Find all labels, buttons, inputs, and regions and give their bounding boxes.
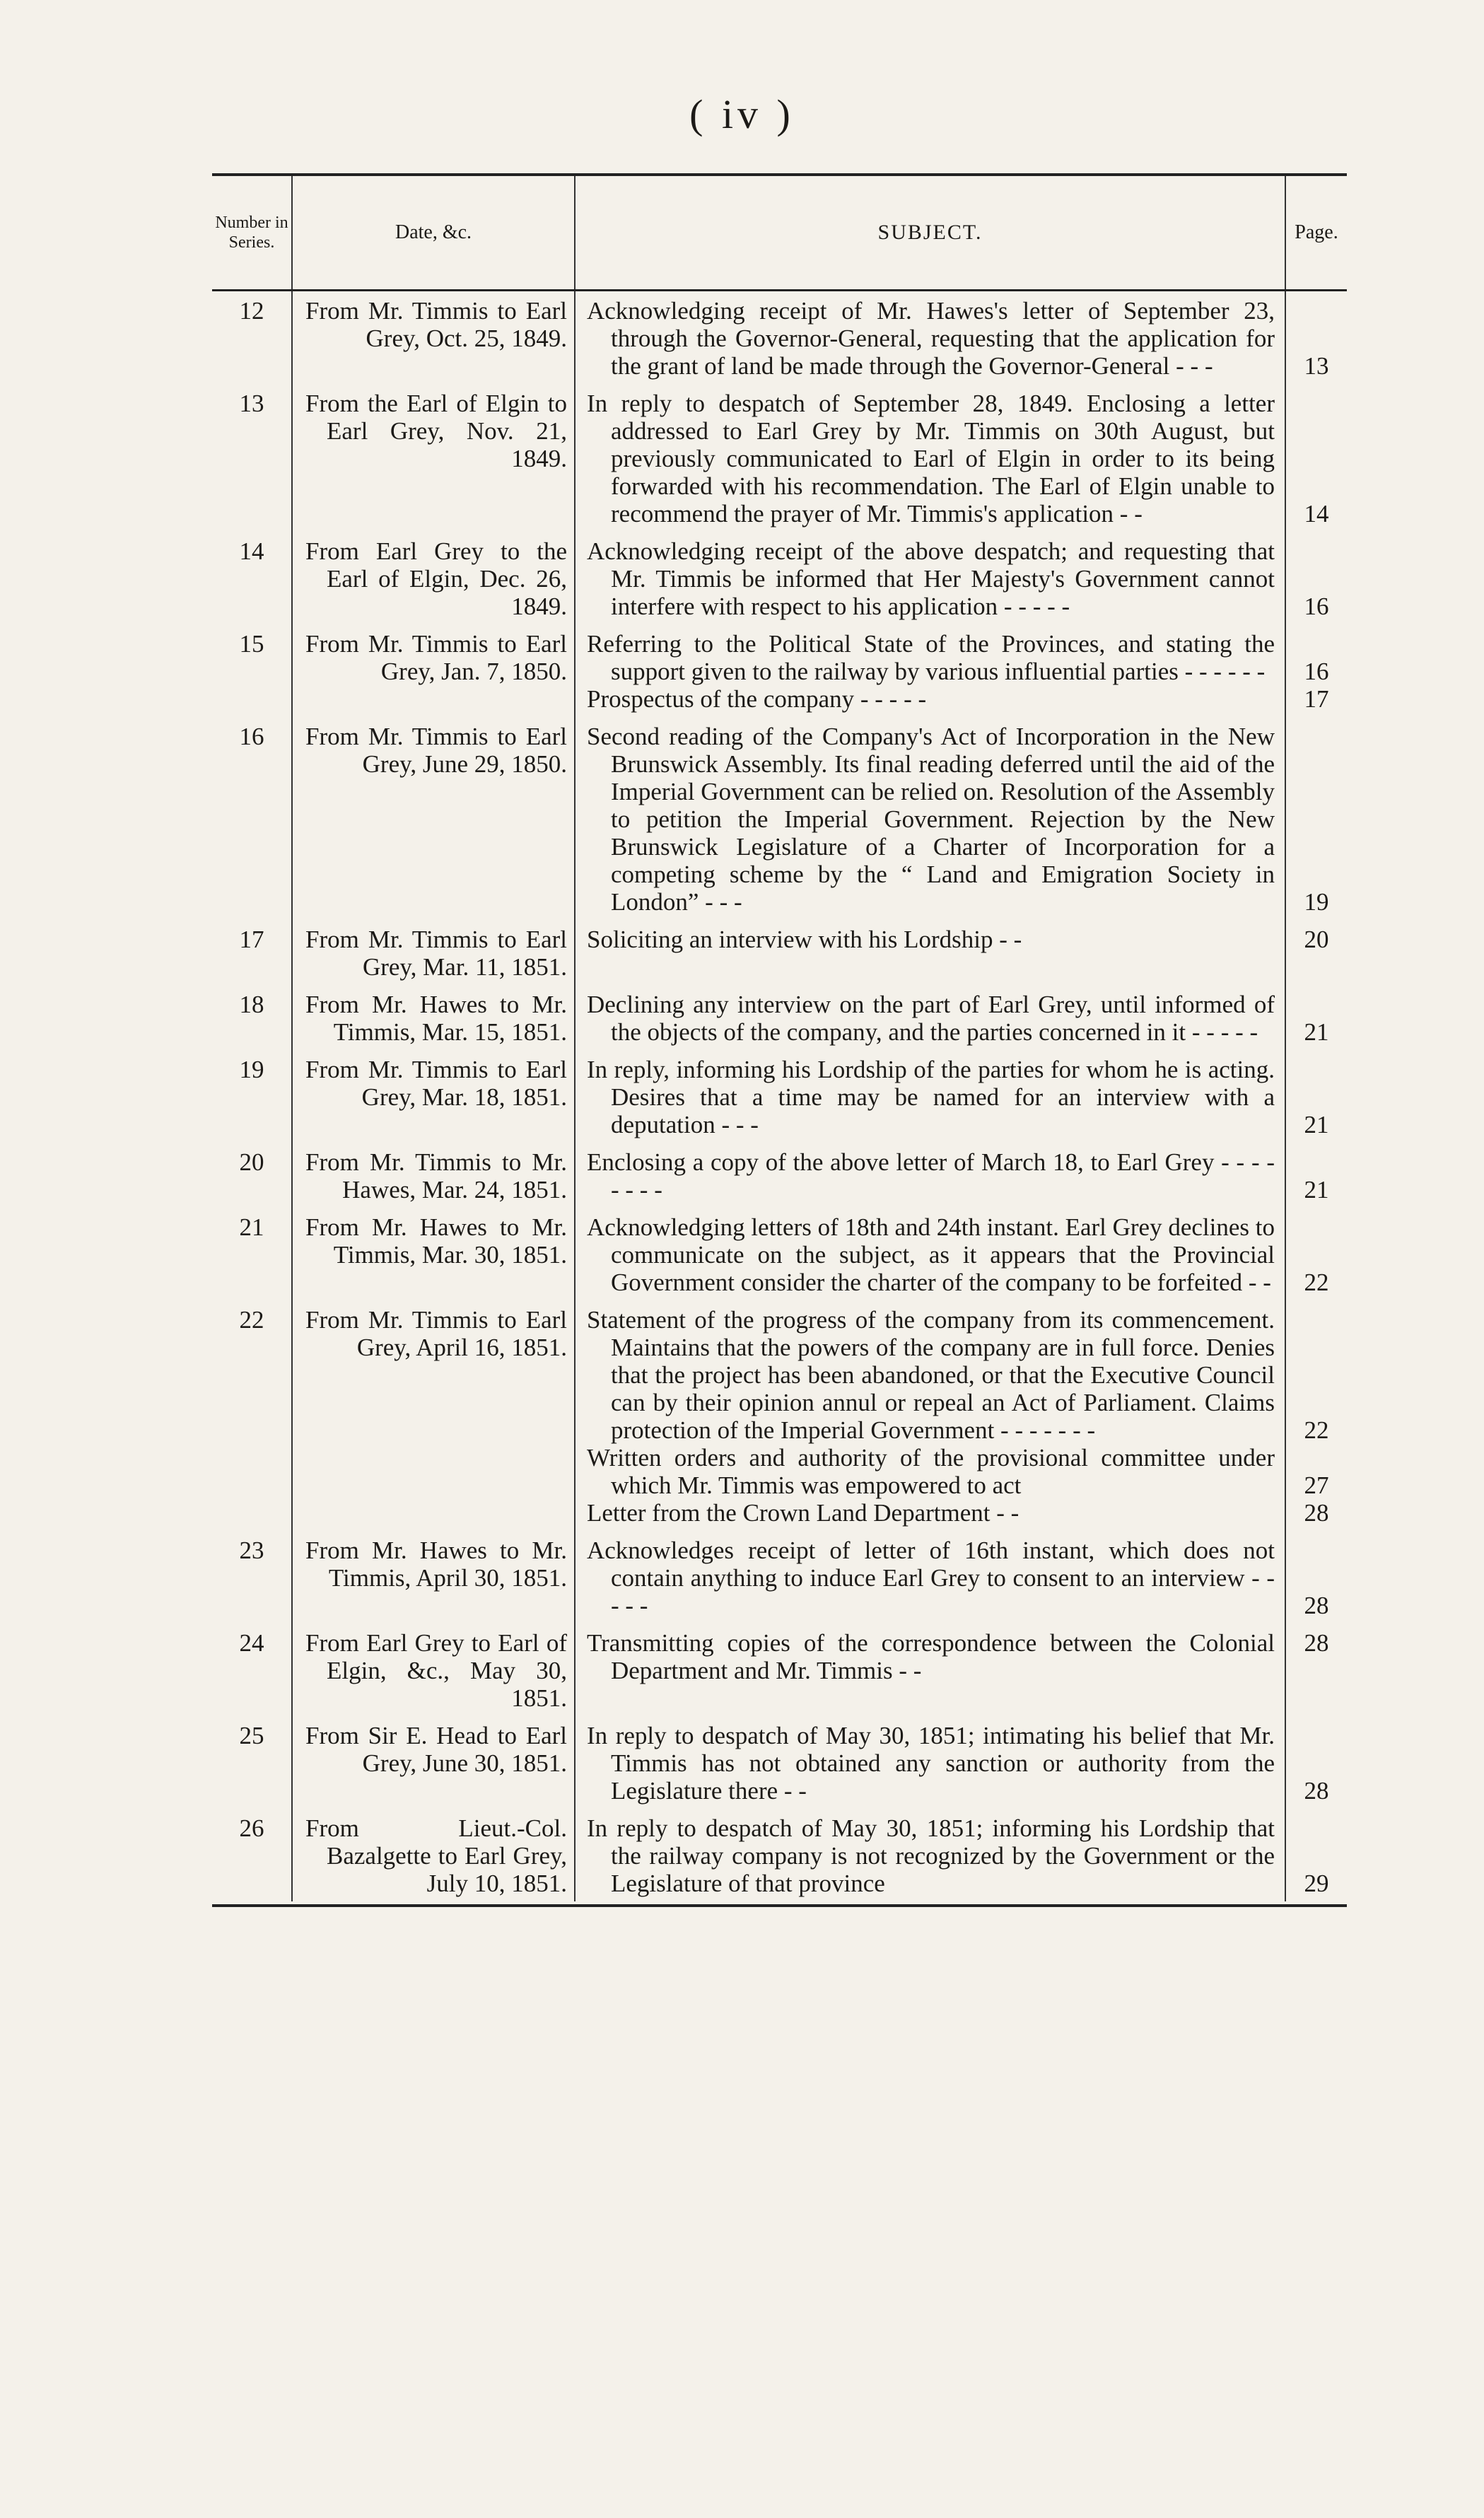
entry-subject-cell xyxy=(574,985,1285,1050)
entry-page-cell xyxy=(1285,1716,1347,1809)
entry-page-cell xyxy=(1285,384,1347,532)
entry-number: 16 xyxy=(239,723,264,750)
page-number: ( iv ) xyxy=(689,91,795,137)
entry-page-cell xyxy=(1285,985,1347,1050)
entry-date-cell xyxy=(291,384,574,532)
entry-subject: Referring to the Political State of the Provinces, and stating the support given to the railway by various influential parties - - - - - - xyxy=(587,630,1275,685)
entry-subject-cell xyxy=(574,624,1285,717)
entry-page: 21 xyxy=(1304,1176,1329,1203)
table-row xyxy=(212,1809,1347,1901)
entry-subject: Enclosing a copy of the above letter of March 18, to Earl Grey - - - - - - - - xyxy=(587,1148,1275,1203)
entry-date: From Earl Grey to Earl of Elgin, &c., May 30, 1851. xyxy=(305,1629,567,1712)
entry-date: From Mr. Timmis to Earl Grey, Jan. 7, 1850. xyxy=(305,630,567,685)
entry-subject: Second reading of the Company's Act of Incorporation in the New Brunswick Assembly. Its final reading deferred until the aid of the Imperial Government can be relied on. Resolution of the Assembly to petition the Imperial Government. Rejection by the New Brunswick Legislature of a Charter of Incorporation for a competing scheme by the “ Land and Emigration Society in London” - - - xyxy=(587,723,1275,916)
entry-subject: In reply to despatch of September 28, 1849. Enclosing a letter addressed to Earl Grey by Mr. Timmis on 30th August, but previously communicated to Earl of Elgin in order to its being forwarded with his recommendation. The Earl of Elgin unable to recommend the prayer of Mr. Timmis's application - - xyxy=(587,390,1275,528)
entry-date-cell xyxy=(291,1531,574,1624)
table-row xyxy=(212,1531,1347,1624)
table-row xyxy=(212,1208,1347,1300)
entry-page: 22 xyxy=(1304,1416,1329,1444)
table-row xyxy=(212,1300,1347,1531)
entry-page-cell xyxy=(1285,291,1347,384)
entry-page: 17 xyxy=(1304,685,1329,713)
entry-subject: Written orders and authority of the provisional committee under which Mr. Timmis was empowered to act xyxy=(587,1444,1275,1499)
entry-subject-cell xyxy=(574,532,1285,624)
entry-subject-cell xyxy=(574,1624,1285,1716)
entry-page-cell xyxy=(1285,532,1347,624)
entry-date-cell xyxy=(291,1300,574,1531)
entry-date: From Mr. Hawes to Mr. Timmis, Mar. 15, 1851. xyxy=(305,991,567,1046)
entry-page: 21 xyxy=(1304,1111,1329,1138)
entry-date: From Mr. Timmis to Earl Grey, April 16, 1851. xyxy=(305,1306,567,1361)
entry-subject-cell xyxy=(574,1143,1285,1208)
entry-page: 28 xyxy=(1304,1777,1329,1805)
entry-page-cell xyxy=(1285,1809,1347,1901)
entry-subject-cell xyxy=(574,1716,1285,1809)
entry-subject: Acknowledging letters of 18th and 24th instant. Earl Grey declines to communicate on the subject, as it appears that the Provincial Government consider the charter of the company to be forfeited - - xyxy=(587,1213,1275,1296)
entry-date: From Mr. Timmis to Earl Grey, Mar. 11, 1851. xyxy=(305,926,567,981)
entry-date-cell xyxy=(291,1208,574,1300)
table-row xyxy=(212,920,1347,985)
table-row xyxy=(212,1716,1347,1809)
entry-page: 28 xyxy=(1304,1499,1329,1527)
entry-page: 28 xyxy=(1304,1592,1329,1619)
entry-subject: In reply to despatch of May 30, 1851; intimating his belief that Mr. Timmis has not obtained any sanction or authority from the Legislature there - - xyxy=(587,1722,1275,1805)
entry-number: 20 xyxy=(239,1148,264,1176)
header-subject: SUBJECT. xyxy=(574,176,1285,289)
entry-date-cell xyxy=(291,985,574,1050)
entry-page: 19 xyxy=(1304,888,1329,916)
table-row xyxy=(212,384,1347,532)
table-header xyxy=(212,176,1347,289)
entry-date-cell xyxy=(291,1624,574,1716)
table-row xyxy=(212,1624,1347,1716)
entry-date-cell xyxy=(291,1716,574,1809)
entry-number: 17 xyxy=(239,926,264,953)
entry-date-cell xyxy=(291,920,574,985)
table-row xyxy=(212,291,1347,384)
entry-number: 21 xyxy=(239,1213,264,1241)
entry-subject: Acknowledges receipt of letter of 16th instant, which does not contain anything to induce Earl Grey to consent to an interview - - - - - xyxy=(587,1537,1275,1619)
entry-subject-cell xyxy=(574,1300,1285,1531)
entry-page: 27 xyxy=(1304,1471,1329,1499)
entry-number: 15 xyxy=(239,630,264,658)
entry-number: 13 xyxy=(239,390,264,417)
entry-page: 20 xyxy=(1304,926,1329,953)
entry-date-cell xyxy=(291,1050,574,1143)
table-row xyxy=(212,624,1347,717)
entry-page-cell xyxy=(1285,1208,1347,1300)
entry-subject: Transmitting copies of the correspondence between the Colonial Department and Mr. Timmis - - xyxy=(587,1629,1275,1684)
contents-table xyxy=(212,173,1347,1907)
entry-subject-cell xyxy=(574,1208,1285,1300)
entry-subject-cell xyxy=(574,1809,1285,1901)
entry-subject-cell xyxy=(574,1531,1285,1624)
entry-page-cell xyxy=(1285,717,1347,920)
entry-page-cell xyxy=(1285,1050,1347,1143)
entry-date-cell xyxy=(291,291,574,384)
entry-date-cell xyxy=(291,1143,574,1208)
entry-date: From Earl Grey to the Earl of Elgin, Dec. 26, 1849. xyxy=(305,537,567,620)
entry-date: From Mr. Hawes to Mr. Timmis, Mar. 30, 1851. xyxy=(305,1213,567,1269)
header-number: Number in Series. xyxy=(215,214,288,252)
entry-number: 18 xyxy=(239,991,264,1018)
entry-page: 22 xyxy=(1304,1269,1329,1296)
entry-page: 28 xyxy=(1304,1629,1329,1657)
entry-page-cell xyxy=(1285,1531,1347,1624)
entry-subject-cell xyxy=(574,384,1285,532)
entry-subject-cell xyxy=(574,920,1285,985)
entry-date: From Sir E. Head to Earl Grey, June 30, 1851. xyxy=(305,1722,567,1777)
entry-subject: Declining any interview on the part of Earl Grey, until informed of the objects of the company, and the parties concerned in it - - - - - xyxy=(587,991,1275,1046)
entry-number: 26 xyxy=(239,1814,264,1842)
entry-number: 14 xyxy=(239,537,264,565)
entry-number: 25 xyxy=(239,1722,264,1749)
entry-subject: Soliciting an interview with his Lordship - - xyxy=(587,926,1022,953)
entry-date: From Mr. Hawes to Mr. Timmis, April 30, 1851. xyxy=(305,1537,567,1592)
entry-number: 23 xyxy=(239,1537,264,1564)
table-row xyxy=(212,985,1347,1050)
table-row xyxy=(212,1050,1347,1143)
entry-page: 14 xyxy=(1304,500,1329,528)
entry-number: 12 xyxy=(239,297,264,325)
table-row xyxy=(212,717,1347,920)
entry-date: From Lieut.-Col. Bazalgette to Earl Grey, July 10, 1851. xyxy=(305,1814,567,1897)
table-body xyxy=(212,291,1347,1901)
entry-date: From Mr. Timmis to Earl Grey, Oct. 25, 1849. xyxy=(305,297,567,352)
entry-date-cell xyxy=(291,1809,574,1901)
entry-subject: Acknowledging receipt of Mr. Hawes's letter of September 23, through the Governor-General, requesting that the application for the grant of land be made through the Governor-General - - - xyxy=(587,297,1275,380)
entry-subject: In reply, informing his Lordship of the parties for whom he is acting. Desires that a time may be named for an interview with a deputation - - - xyxy=(587,1056,1275,1138)
entry-date: From Mr. Timmis to Earl Grey, Mar. 18, 1851. xyxy=(305,1056,567,1111)
entry-page-cell xyxy=(1285,624,1347,717)
entry-page: 16 xyxy=(1304,658,1329,685)
entry-subject-cell xyxy=(574,291,1285,384)
entry-page: 16 xyxy=(1304,593,1329,620)
entry-date-cell xyxy=(291,532,574,624)
entry-date: From Mr. Timmis to Earl Grey, June 29, 1850. xyxy=(305,723,567,778)
entry-subject: Letter from the Crown Land Department - - xyxy=(587,1499,1019,1527)
entry-date-cell xyxy=(291,717,574,920)
entry-subject: Acknowledging receipt of the above despatch; and requesting that Mr. Timmis be informed that Her Majesty's Government cannot interfere with respect to his application - - - - - xyxy=(587,537,1275,620)
entry-page-cell xyxy=(1285,1624,1347,1716)
entry-date: From the Earl of Elgin to Earl Grey, Nov. 21, 1849. xyxy=(305,390,567,472)
entry-date: From Mr. Timmis to Mr. Hawes, Mar. 24, 1851. xyxy=(305,1148,567,1203)
entry-number: 22 xyxy=(239,1306,264,1334)
entry-page-cell xyxy=(1285,920,1347,985)
entry-number: 24 xyxy=(239,1629,264,1657)
entry-page: 21 xyxy=(1304,1018,1329,1046)
entry-page: 29 xyxy=(1304,1870,1329,1897)
entry-subject: In reply to despatch of May 30, 1851; informing his Lordship that the railway company is not recognized by the Government or the Legislature of that province xyxy=(587,1814,1275,1897)
table-bottom-rule xyxy=(212,1904,1347,1907)
entry-subject-cell xyxy=(574,717,1285,920)
entry-subject-cell xyxy=(574,1050,1285,1143)
entry-page-cell xyxy=(1285,1143,1347,1208)
entry-subject: Prospectus of the company - - - - - xyxy=(587,685,927,713)
header-date: Date, &c. xyxy=(291,176,574,289)
table-row xyxy=(212,1143,1347,1208)
entry-number: 19 xyxy=(239,1056,264,1083)
entry-subject: Statement of the progress of the company from its commencement. Maintains that the powers of the company are in full force. Denies that the project has been abandoned, or that the Executive Council can by their opinion annul or repeal an Act of Parliament. Claims protection of the Imperial Government - - - - - - - xyxy=(587,1306,1275,1444)
entry-date-cell xyxy=(291,624,574,717)
header-page: Page. xyxy=(1285,176,1347,289)
table-row xyxy=(212,532,1347,624)
entry-page-cell xyxy=(1285,1300,1347,1531)
entry-page: 13 xyxy=(1304,352,1329,380)
